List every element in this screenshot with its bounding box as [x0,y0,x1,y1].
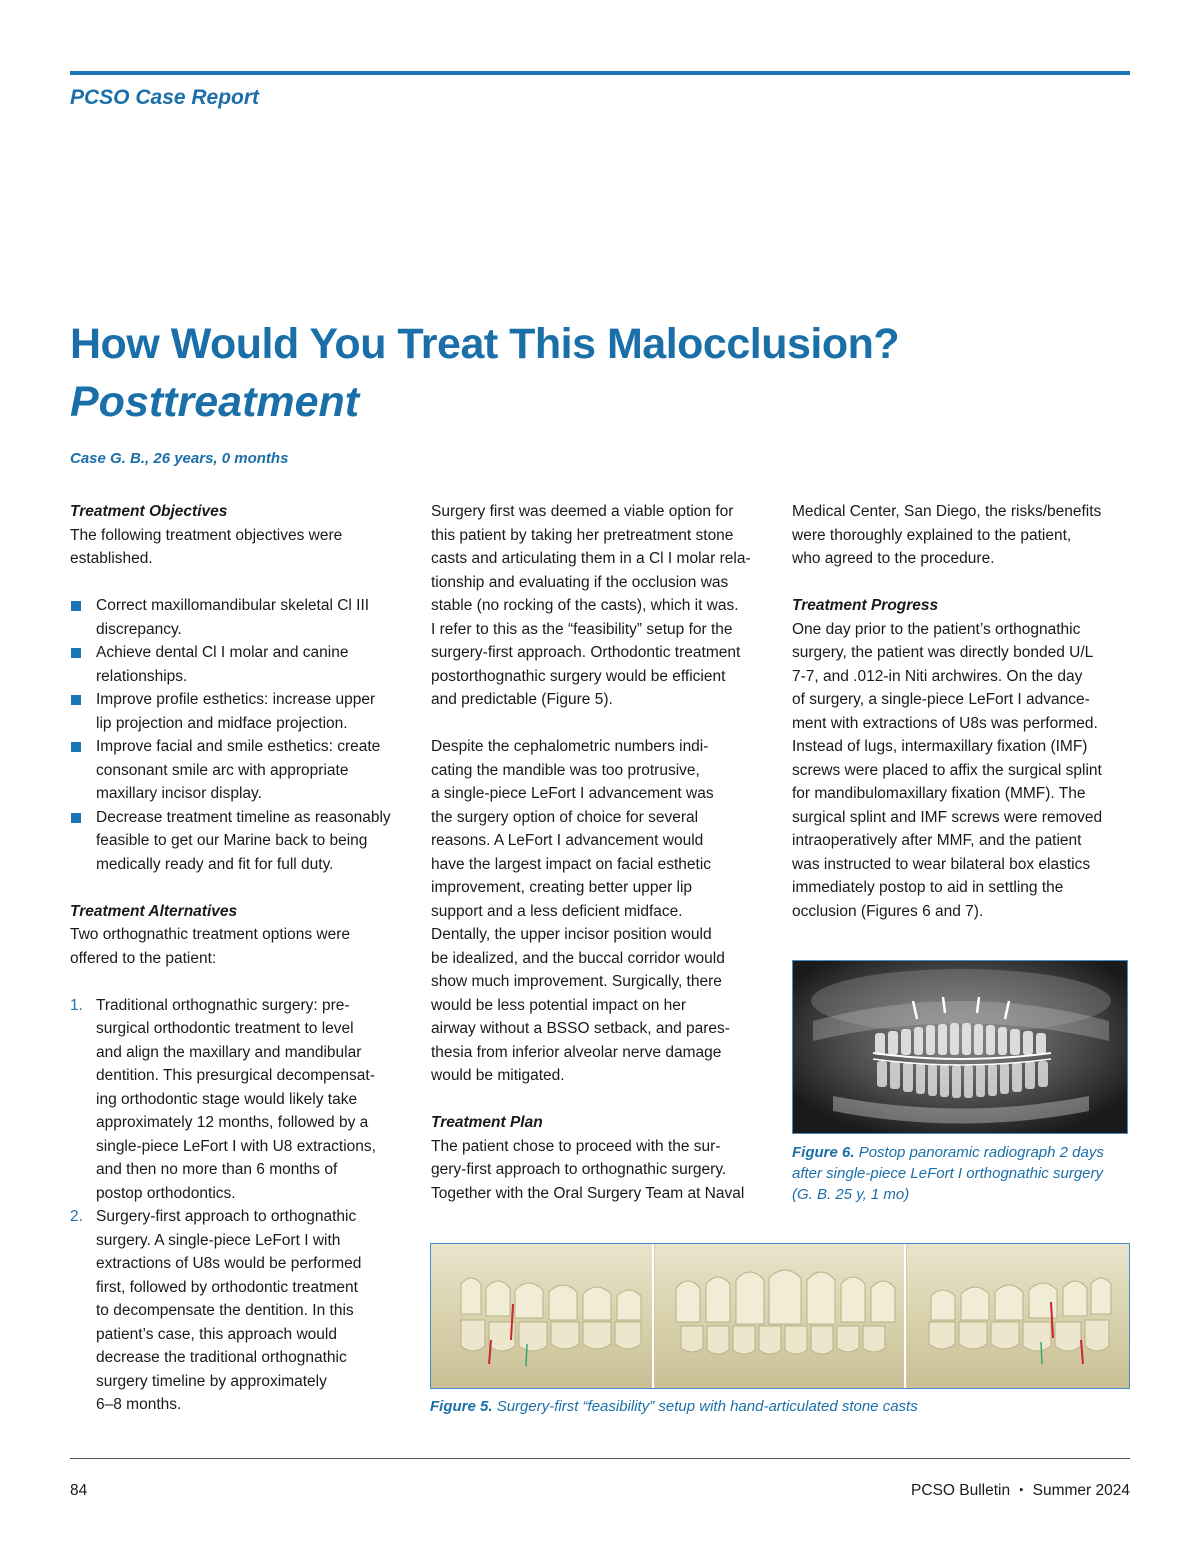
alternative-line: dentition. This presurgical decompensat- [96,1067,375,1084]
publication-name: PCSO Bulletin [911,1482,1011,1499]
header-rule [70,71,1130,75]
objective-line: consonant smile arc with appropriate [96,761,349,779]
alternative-line: surgery. A single-piece LeFort I with [96,1231,341,1249]
lefort-paragraph-line: a single-piece LeFort I advancement was [431,785,714,802]
alternative-line: Surgery-first approach to orthognathic [96,1208,357,1225]
lefort-paragraph-line: be idealized, and the buccal corridor would [431,949,725,967]
objective-item [70,641,415,688]
progress-paragraph-line: surgery, the patient was directly bonded U/L [792,644,1094,661]
plan-heading: Treatment Plan [431,1114,543,1131]
figure-6-label: Figure 6. [792,1144,855,1161]
figure-5-caption [430,1396,1130,1417]
objective-item [70,735,415,806]
column-2 [431,500,776,1205]
plan-paragraph-line: gery-first approach to orthognathic surgery. [431,1161,727,1178]
alternative-number: 2. [70,1208,83,1225]
progress-paragraph-line: was instructed to wear bilateral box elastics [792,855,1091,873]
objective-line: maxillary incisor display. [96,785,262,802]
objectives-heading: Treatment Objectives [70,503,228,520]
alternative-line: extractions of U8s would be performed [96,1255,362,1272]
objective-line: Decrease treatment timeline as reasonably [96,808,391,826]
lefort-paragraph [431,735,776,1088]
objectives-intro-line: established. [70,550,153,567]
surgery-first-paragraph-line: I refer to this as the “feasibility” setup for the [431,620,733,638]
progress-paragraph-line: for mandibulomaxillary fixation (MMF). The [792,785,1086,802]
plan-paragraph [431,1135,776,1206]
figure-6-caption-line-2: after single-piece LeFort I orthognathic surgery [792,1165,1103,1182]
lefort-paragraph-line: Despite the cephalometric numbers indi- [431,738,709,755]
progress-paragraph-line: of surgery, a single-piece LeFort I advance- [792,691,1090,708]
surgery-first-paragraph-line: casts and articulating them in a Cl I molar rela- [431,550,751,567]
objective-item [70,594,415,641]
alternative-line: patient’s case, this approach would [96,1325,337,1343]
lefort-paragraph-line: show much improvement. Surgically, there [431,973,722,990]
progress-paragraph-line: Instead of lugs, intermaxillary fixation (IMF) [792,738,1088,755]
objective-line: medically ready and fit for full duty. [96,855,334,873]
progress-heading: Treatment Progress [792,597,939,614]
case-line: Case G. B., 26 years, 0 months [70,450,289,467]
alternative-line: and then no more than 6 months of [96,1161,338,1178]
objective-item [70,806,415,877]
alternative-line: 6–8 months. [96,1396,182,1413]
surgery-first-paragraph [431,500,776,712]
lefort-paragraph-line: the surgery option of choice for several [431,808,699,826]
objective-item [70,688,415,735]
page-number: 84 [70,1482,88,1499]
objectives-intro-line: The following treatment objectives were [70,526,343,544]
objectives-list [70,594,415,876]
figure-6-caption-line-1: Postop panoramic radiograph 2 days [858,1144,1104,1161]
surgery-first-paragraph-line: tionship and evaluating if the occlusion was [431,573,729,591]
progress-paragraph-line: ment with extractions of U8s was performed. [792,714,1098,732]
objective-line: Improve facial and smile esthetics: create [96,738,381,755]
lefort-paragraph-line: would be less potential impact on her [431,996,687,1014]
alternatives-list [70,994,415,1417]
alternative-line: ing orthodontic stage would likely take [96,1090,358,1108]
progress-paragraph-line: intraoperatively after MMF, and the patient [792,832,1082,849]
alternative-line: decrease the traditional orthognathic [96,1349,347,1366]
figure-6-caption [792,1142,1132,1205]
progress-paragraph-line: occlusion (Figures 6 and 7). [792,902,984,920]
alternative-line: first, followed by orthodontic treatment [96,1278,358,1296]
progress-paragraph-line: 7-7, and .012-in Niti archwires. On the day [792,667,1083,685]
alternative-item [70,1205,415,1417]
alternatives-intro [70,923,415,970]
column-3 [792,500,1132,923]
surgery-first-paragraph-line: surgery-first approach. Orthodontic treatment [431,644,741,661]
figure-5-stone-casts [430,1243,1130,1389]
alternative-line: single-piece LeFort I with U8 extractions, [96,1137,376,1155]
surgery-first-paragraph-line: and predictable (Figure 5). [431,691,613,708]
surgery-first-paragraph-line: stable (no rocking of the casts), which it was. [431,597,739,614]
figure-6-caption-line-3: (G. B. 25 y, 1 mo) [792,1186,910,1203]
lefort-paragraph-line: have the largest impact on facial esthetic [431,855,712,873]
lefort-paragraph-line: improvement, creating better upper lip [431,879,693,896]
issue-date: Summer 2024 [1032,1482,1130,1499]
lefort-paragraph-line: airway without a BSSO setback, and pares- [431,1020,730,1037]
alternatives-heading: Treatment Alternatives [70,902,238,920]
objective-line: Achieve dental Cl I molar and canine [96,644,349,661]
article-subtitle: Posttreatment [70,378,360,426]
progress-paragraph [792,618,1132,924]
article-title: How Would You Treat This Malocclusion? [70,320,900,368]
medical-center-paragraph-line: Medical Center, San Diego, the risks/benefits [792,503,1102,520]
publication-info [911,1482,1130,1500]
alternative-line: postop orthodontics. [96,1184,236,1202]
surgery-first-paragraph-line: postorthognathic surgery would be efficient [431,667,726,685]
progress-paragraph-line: One day prior to the patient’s orthognathic [792,620,1081,638]
lefort-paragraph-line: Dentally, the upper incisor position would [431,926,712,943]
figure-5-caption-text: Surgery-first “feasibility” setup with hand-articulated stone casts [496,1398,918,1415]
objectives-intro [70,524,415,571]
objective-line: feasible to get our Marine back to being [96,832,368,849]
surgery-first-paragraph-line: Surgery first was deemed a viable option for [431,503,734,520]
figure-5-label: Figure 5. [430,1398,493,1415]
objective-line: discrepancy. [96,620,182,638]
medical-center-paragraph-line: were thoroughly explained to the patient, [792,526,1072,544]
progress-paragraph-line: surgical splint and IMF screws were removed [792,808,1103,826]
objective-line: lip projection and midface projection. [96,714,348,732]
alternatives-intro-line: offered to the patient: [70,949,217,967]
alternative-line: surgical orthodontic treatment to level [96,1020,354,1037]
alternative-line: approximately 12 months, followed by a [96,1114,369,1131]
medical-center-paragraph-line: who agreed to the procedure. [792,550,995,567]
medical-center-paragraph [792,500,1132,571]
section-label: PCSO Case Report [70,86,260,109]
alternative-item [70,994,415,1206]
lefort-paragraph-line: thesia from inferior alveolar nerve damage [431,1043,722,1061]
lefort-paragraph-line: support and a less deficient midface. [431,902,683,920]
plan-paragraph-line: The patient chose to proceed with the sur- [431,1137,721,1155]
alternative-line: to decompensate the dentition. In this [96,1302,354,1319]
plan-paragraph-line: Together with the Oral Surgery Team at Naval [431,1184,745,1202]
objective-line: relationships. [96,667,188,685]
separator-glyph: ▪ [1019,1484,1024,1496]
column-1 [70,500,415,1417]
alternative-line: surgery timeline by approximately [96,1372,327,1390]
lefort-paragraph-line: reasons. A LeFort I advancement would [431,832,704,849]
figure-6-radiograph [792,960,1128,1134]
lefort-paragraph-line: cating the mandible was too protrusive, [431,761,700,779]
footer-rule [70,1458,1130,1459]
surgery-first-paragraph-line: this patient by taking her pretreatment stone [431,526,734,544]
progress-paragraph-line: screws were placed to affix the surgical splint [792,761,1102,779]
alternatives-intro-line: Two orthognathic treatment options were [70,926,351,943]
alternative-line: Traditional orthognathic surgery: pre- [96,996,350,1014]
alternative-line: and align the maxillary and mandibular [96,1043,362,1061]
lefort-paragraph-line: would be mitigated. [431,1067,565,1084]
objective-line: Improve profile esthetics: increase upper [96,691,376,708]
objective-line: Correct maxillomandibular skeletal Cl III [96,597,370,614]
radiograph-image [793,961,1128,1134]
progress-paragraph-line: immediately postop to aid in settling the [792,879,1064,896]
alternative-number: 1. [70,996,83,1014]
stone-casts-image [431,1244,1130,1389]
